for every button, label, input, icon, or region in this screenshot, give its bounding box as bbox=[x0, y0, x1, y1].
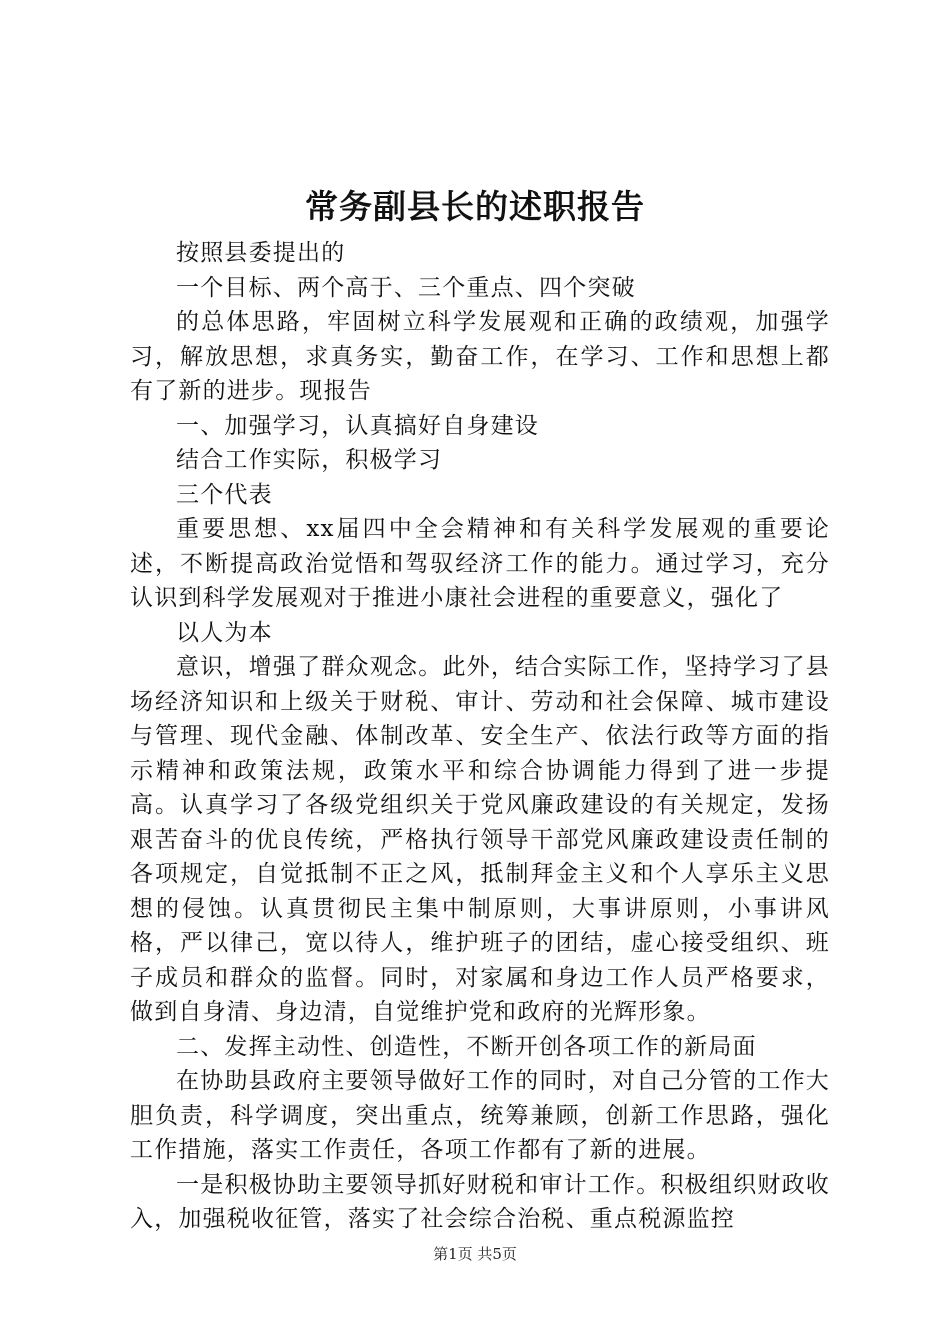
section-heading: 一、加强学习，认真搞好自身建设 bbox=[176, 412, 539, 439]
paragraph: 意识，增强了群众观念。此外，结合实际工作，坚持学习了县场经济知识和上级关于财税、审计、劳动和社会保障、城市建设与管理、现代金融、体制改革、安全生产、依法行政等方面的指示精神和政策法规，政策水平和综合协调能力得到了进一步提高。认真学习了各级党组织关于党风廉政建设的有关规定，发扬艰苦奋斗的优良传统，严格执行领导干部党风廉政建设责任制的各项规定，自觉抵制不正之风，抵制拜金主义和个人享乐主义思想的侵蚀。认真贯彻民主集中制原则，大事讲原则，小事讲风格，严以律己，宽以待人，维护班子的团结，虚心接受组织、班子成员和群众的监督。同时，对家属和身边工作人员严格要求，做到自身清、身边清，自觉维护党和政府的光辉形象。 bbox=[130, 654, 830, 1025]
paragraph: 三个代表 bbox=[176, 481, 273, 508]
paragraph: 的总体思路，牢固树立科学发展观和正确的政绩观，加强学习，解放思想，求真务实，勤奋工作，在学习、工作和思想上都有了新的进步。现报告 bbox=[130, 309, 830, 404]
document-title: 常务副县长的述职报告 bbox=[305, 187, 645, 226]
paragraph: 一是积极协助主要领导抓好财税和审计工作。积极组织财政收入，加强税收征管，落实了社会综合治税、重点税源监控 bbox=[130, 1171, 830, 1232]
section-heading: 二、发挥主动性、创造性，不断开创各项工作的新局面 bbox=[176, 1033, 757, 1060]
document-body bbox=[130, 236, 830, 1237]
paragraph: 以人为本 bbox=[176, 619, 273, 646]
paragraph: 按照县委提出的 bbox=[176, 240, 346, 266]
paragraph: 一个目标、两个高于、三个重点、四个突破 bbox=[176, 274, 636, 301]
paragraph: 在协助县政府主要领导做好工作的同时，对自己分管的工作大胆负责，科学调度，突出重点，统筹兼顾，创新工作思路，强化工作措施，落实工作责任，各项工作都有了新的进展。 bbox=[130, 1068, 830, 1163]
paragraph: 结合工作实际，积极学习 bbox=[176, 447, 443, 473]
page-number: 第1页 共5页 bbox=[433, 1245, 517, 1263]
paragraph: 重要思想、xx届四中全会精神和有关科学发展观的重要论述，不断提高政治觉悟和驾驭经济工作的能力。通过学习，充分认识到科学发展观对于推进小康社会进程的重要意义，强化了 bbox=[130, 516, 830, 611]
